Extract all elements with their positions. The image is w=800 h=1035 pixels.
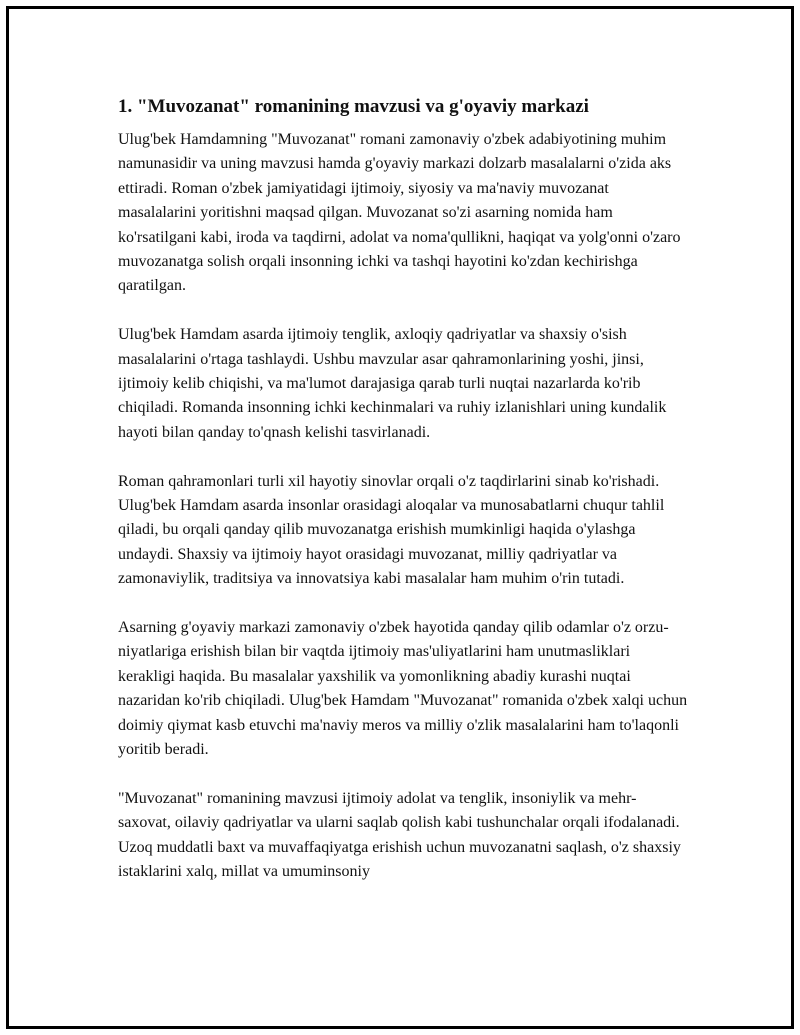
paragraph-4: Asarning g'oyaviy markazi zamonaviy o'zbek hayotida qanday qilib odamlar o'z orzu-niyatlariga erishish bilan bir vaqtda ijtimoiy mas'uliyatlarini ham unutmasliklari kerakligi haqida. Bu masalalar yaxshilik va yomonlikning abadiy kurashi nuqtai nazaridan ko'rib chiqiladi. Ulug'bek Hamdam "Muvozanat" romanida o'zbek xalqi uchun doimiy qiymat kasb etuvchi ma'naviy meros va milliy o'zlik masalalarini ham to'laqonli yoritib beradi. — [118, 619, 688, 759]
paragraph-1: Ulug'bek Hamdamning "Muvozanat" romani zamonaviy o'zbek adabiyotining muhim namunasidir va uning mavzusi hamda g'oyaviy markazi dolzarb masalalarni o'zida aks ettiradi. Roman o'zbek jamiyatidagi ijtimoiy, siyosiy va ma'naviy muvozanat masalalarini yoritishni maqsad qilgan. Muvozanat so'zi asarning nomida ham ko'rsatilgani kabi, iroda va taqdirni, adolat va noma'qullikni, haqiqat va yolg'onni o'zaro muvozanatga solish orqali insonning ichki va tashqi hayotini ko'zdan kechirishga qaratilgan. — [118, 131, 681, 295]
document-body — [118, 94, 688, 909]
section-heading: 1. "Muvozanat" romanining mavzusi va g'oyaviy markazi — [118, 96, 589, 117]
paragraph-5: "Muvozanat" romanining mavzusi ijtimoiy adolat va tenglik, insoniylik va mehr-saxovat, oilaviy qadriyatlar va ularni saqlab qolish kabi tushunchalar orqali ifodalanadi. Uzoq muddatli baxt va muvaffaqiyatga erishish uchun muvozanatni saqlash, o'z shaxsiy istaklarini xalq, millat va umuminsoniy — [118, 789, 681, 881]
paragraph-2: Ulug'bek Hamdam asarda ijtimoiy tenglik, axloqiy qadriyatlar va shaxsiy o'sish masalalarini o'rtaga tashlaydi. Ushbu mavzular asar qahramonlarining yoshi, jinsi, ijtimoiy kelib chiqishi, va ma'lumot darajasiga qarab turli nuqtai nazarlarda ko'rib chiqiladi. Romanda insonning ichki kechinmalari va ruhiy izlanishlari uning kundalik hayoti bilan qanday to'qnash kelishi tasvirlanadi. — [118, 326, 667, 441]
paragraph-3: Roman qahramonlari turli xil hayotiy sinovlar orqali o'z taqdirlarini sinab ko'rishadi. Ulug'bek Hamdam asarda insonlar orasidagi aloqalar va munosabatlarni chuqur tahlil qiladi, bu orqali qanday qilib muvozanatga erishish mumkinligi haqida o'ylashga undaydi. Shaxsiy va ijtimoiy hayot orasidagi muvozanat, milliy qadriyatlar va zamonaviylik, traditsiya va innovatsiya kabi masalalar ham muhim o'rin tutadi. — [118, 472, 665, 588]
